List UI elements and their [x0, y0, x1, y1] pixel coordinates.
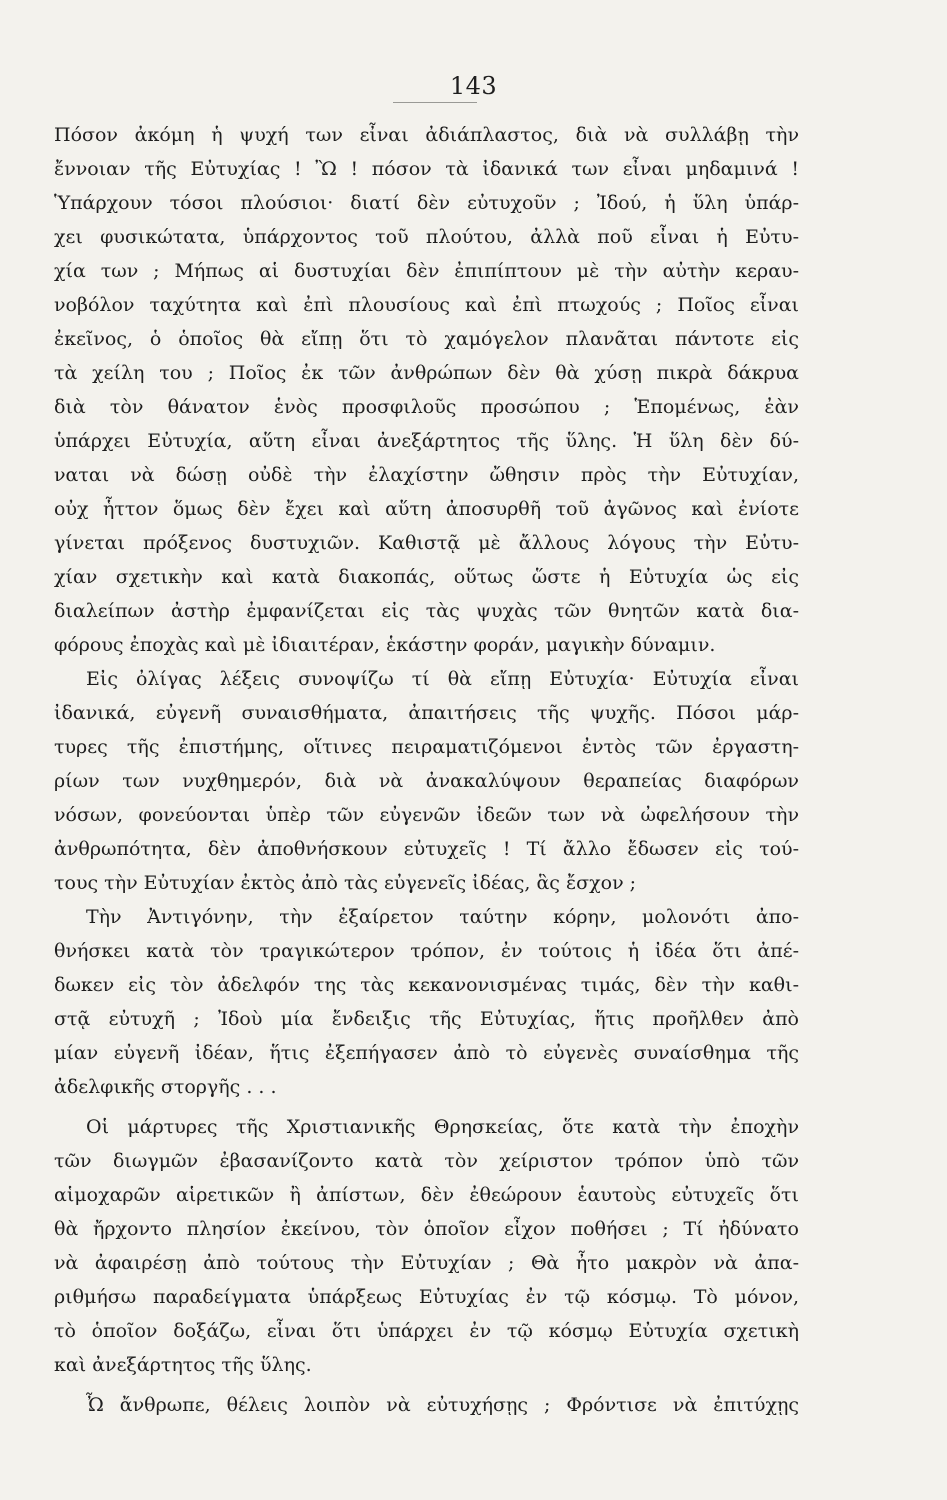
text-line: νοβόλον ταχύτητα καὶ ἐπὶ πλουσίους καὶ ἐπὶ πτωχούς ; Ποῖος εἶναι [54, 294, 799, 316]
text-line: γίνεται πρόξενος δυστυχιῶν. Καθιστᾷ μὲ ἄλλους λόγους τὴν Εὐτυ- [54, 532, 799, 554]
text-line: ἔννοιαν τῆς Εὐτυχίας ! Ὢ ! πόσον τὰ ἰδανικά των εἶναι μηδαμινά ! [54, 158, 799, 180]
page-number: 143 [449, 72, 498, 100]
text-line: χει φυσικώτατα, ὑπάρχοντος τοῦ πλούτου, ἀλλὰ ποῦ εἶναι ἡ Εὐτυ- [54, 226, 799, 248]
text-line: καὶ ἀνεξάρτητος τῆς ὕλης. [54, 1354, 312, 1376]
text-line: τὰ χείλη του ; Ποῖος ἐκ τῶν ἀνθρώπων δὲν θὰ χύσῃ πικρὰ δάκρυα [54, 362, 799, 384]
text-line: τυρες τῆς ἐπιστήμης, οἵτινες πειραματιζόμενοι ἐντὸς τῶν ἐργαστη- [54, 736, 799, 758]
paragraph [54, 1388, 799, 1422]
text-line: ἀδελφικῆς στοργῆς . . . [54, 1076, 277, 1098]
text-line: χίαν σχετικὴν καὶ κατὰ διακοπάς, οὕτως ὥστε ἡ Εὐτυχία ὡς εἰς [54, 566, 799, 588]
text-line: τὸ ὁποῖον δοξάζω, εἶναι ὅτι ὑπάρχει ἐν τῷ κόσμῳ Εὐτυχία σχετικὴ [54, 1320, 799, 1342]
body-text [54, 118, 799, 1422]
text-line: Τὴν Ἀντιγόνην, τὴν ἐξαίρετον ταύτην κόρην, μολονότι ἀπο- [86, 906, 799, 928]
text-line: Οἱ μάρτυρες τῆς Χριστιανικῆς Θρησκείας, ὅτε κατὰ τὴν ἐποχὴν [86, 1116, 799, 1138]
text-line: τῶν διωγμῶν ἐβασανίζοντο κατὰ τὸν χείριστον τρόπον ὑπὸ τῶν [54, 1150, 799, 1172]
page-number-rule [393, 102, 477, 103]
text-line: χία των ; Μήπως αἱ δυστυχίαι δὲν ἐπιπίπτουν μὲ τὴν αὐτὴν κεραυ- [54, 260, 799, 282]
paragraph [54, 900, 799, 1104]
text-line: φόρους ἐποχὰς καὶ μὲ ἰδιαιτέραν, ἑκάστην φοράν, μαγικὴν δύναμιν. [54, 634, 716, 656]
text-line: τους τὴν Εὐτυχίαν ἐκτὸς ἀπὸ τὰς εὐγενεῖς ἰδέας, ἃς ἔσχον ; [54, 872, 637, 894]
text-line: Ὑπάρχουν τόσοι πλούσιοι· διατί δὲν εὐτυχοῦν ; Ἰδού, ἡ ὕλη ὑπάρ- [54, 192, 799, 214]
text-line: αἱμοχαρῶν αἱρετικῶν ἢ ἀπίστων, δὲν ἐθεώρουν ἑαυτοὺς εὐτυχεῖς ὅτι [54, 1184, 799, 1206]
text-line: δωκεν εἰς τὸν ἀδελφόν της τὰς κεκανονισμένας τιμάς, δὲν τὴν καθι- [54, 974, 799, 996]
text-line: οὐχ ἧττον ὅμως δὲν ἔχει καὶ αὕτη ἀποσυρθῆ τοῦ ἀγῶνος καὶ ἐνίοτε [54, 498, 799, 520]
text-line: ρίων των νυχθημερόν, διὰ νὰ ἀνακαλύψουν θεραπείας διαφόρων [54, 770, 799, 792]
text-line: θνήσκει κατὰ τὸν τραγικώτερον τρόπον, ἐν τούτοις ἡ ἰδέα ὅτι ἀπέ- [54, 940, 799, 962]
paragraph [54, 1110, 799, 1382]
text-line: στᾷ εὐτυχῆ ; Ἰδοὺ μία ἔνδειξις τῆς Εὐτυχίας, ἥτις προῆλθεν ἀπὸ [54, 1008, 799, 1030]
text-line: Πόσον ἀκόμη ἡ ψυχή των εἶναι ἀδιάπλαστος, διὰ νὰ συλλάβῃ τὴν [54, 124, 799, 146]
text-line: θὰ ἤρχοντο πλησίον ἐκείνου, τὸν ὁποῖον εἶχον ποθήσει ; Τί ἠδύνατο [54, 1218, 799, 1240]
text-line: ἐκεῖνος, ὁ ὁποῖος θὰ εἴπῃ ὅτι τὸ χαμόγελον πλανᾶται πάντοτε εἰς [54, 328, 799, 350]
text-line: ὑπάρχει Εὐτυχία, αὕτη εἶναι ἀνεξάρτητος τῆς ὕλης. Ἡ ὕλη δὲν δύ- [54, 430, 799, 452]
text-line: ναται νὰ δώσῃ οὐδὲ τὴν ἐλαχίστην ὤθησιν πρὸς τὴν Εὐτυχίαν, [54, 464, 799, 486]
text-line: ἰδανικά, εὐγενῆ συναισθήματα, ἀπαιτήσεις τῆς ψυχῆς. Πόσοι μάρ- [54, 702, 799, 724]
paragraph [54, 118, 799, 662]
text-line: νὰ ἀφαιρέσῃ ἀπὸ τούτους τὴν Εὐτυχίαν ; Θὰ ἦτο μακρὸν νὰ ἀπα- [54, 1252, 799, 1274]
text-line: ἀνθρωπότητα, δὲν ἀποθνήσκουν εὐτυχεῖς ! Τί ἄλλο ἔδωσεν εἰς τού- [54, 838, 799, 860]
text-line: διὰ τὸν θάνατον ἑνὸς προσφιλοῦς προσώπου ; Ἑπομένως, ἐὰν [54, 396, 799, 418]
text-line: μίαν εὐγενῆ ἰδέαν, ἥτις ἐξεπήγασεν ἀπὸ τὸ εὐγενὲς συναίσθημα τῆς [54, 1042, 799, 1064]
text-line: νόσων, φονεύονται ὑπὲρ τῶν εὐγενῶν ἰδεῶν των νὰ ὠφελήσουν τὴν [54, 804, 799, 826]
paragraph [54, 662, 799, 900]
text-line: Εἰς ὀλίγας λέξεις συνοψίζω τί θὰ εἴπῃ Εὐτυχία· Εὐτυχία εἶναι [86, 668, 799, 690]
text-line: Ὦ ἄνθρωπε, θέλεις λοιπὸν νὰ εὐτυχήσῃς ; Φρόντισε νὰ ἐπιτύχῃς [86, 1394, 799, 1416]
text-line: ριθμήσω παραδείγματα ὑπάρξεως Εὐτυχίας ἐν τῷ κόσμῳ. Τὸ μόνον, [54, 1286, 799, 1308]
text-line: διαλείπων ἀστὴρ ἐμφανίζεται εἰς τὰς ψυχὰς τῶν θνητῶν κατὰ δια- [54, 600, 799, 622]
